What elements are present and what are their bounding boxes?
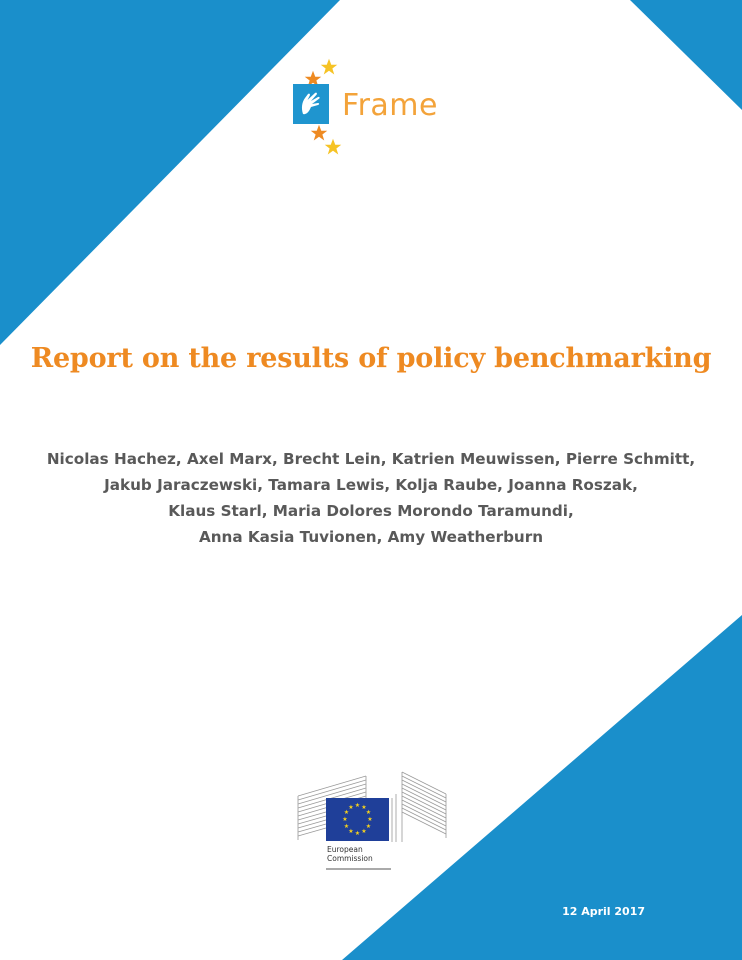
svg-text:★: ★: [348, 828, 354, 835]
publication-date: 12 April 2017: [562, 905, 645, 918]
raised-hand-logo-icon: [293, 84, 329, 124]
svg-text:★: ★: [361, 828, 367, 835]
author-line: Nicolas Hachez, Axel Marx, Brecht Lein, Katrien Meuwissen, Pierre Schmitt,: [46, 450, 696, 468]
ec-logo-text: [327, 845, 397, 863]
eu-flag-icon: [326, 798, 389, 841]
brand-name: Frame: [342, 88, 438, 123]
frame-logo: [290, 58, 460, 158]
corner-triangle-top-left: [0, 0, 340, 345]
author-list: [0, 446, 742, 550]
svg-text:★: ★: [354, 830, 361, 837]
author-line: Jakub Jaraczewski, Tamara Lewis, Kolja Raube, Joanna Roszak,: [104, 476, 638, 494]
svg-text:★: ★: [365, 823, 372, 830]
author-line: Klaus Starl, Maria Dolores Morondo Taramundi,: [168, 502, 574, 520]
ec-logo-text-line: Commission: [327, 854, 373, 863]
svg-text:★: ★: [343, 823, 350, 830]
author-line: Anna Kasia Tuvionen, Amy Weatherburn: [198, 528, 544, 546]
svg-text:★: ★: [348, 804, 354, 811]
report-title: Report on the results of policy benchmarking: [30, 343, 712, 374]
star-icon: [324, 138, 342, 156]
ec-logo-text-line: European: [327, 845, 363, 854]
svg-text:★: ★: [343, 809, 350, 816]
european-commission-logo: [296, 768, 448, 872]
svg-text:★: ★: [354, 802, 361, 809]
corner-triangle-top-right: [630, 0, 742, 110]
svg-text:★: ★: [365, 809, 372, 816]
svg-text:★: ★: [367, 816, 373, 823]
svg-text:★: ★: [361, 804, 367, 811]
svg-text:★: ★: [342, 816, 348, 823]
star-icon: [320, 58, 338, 76]
